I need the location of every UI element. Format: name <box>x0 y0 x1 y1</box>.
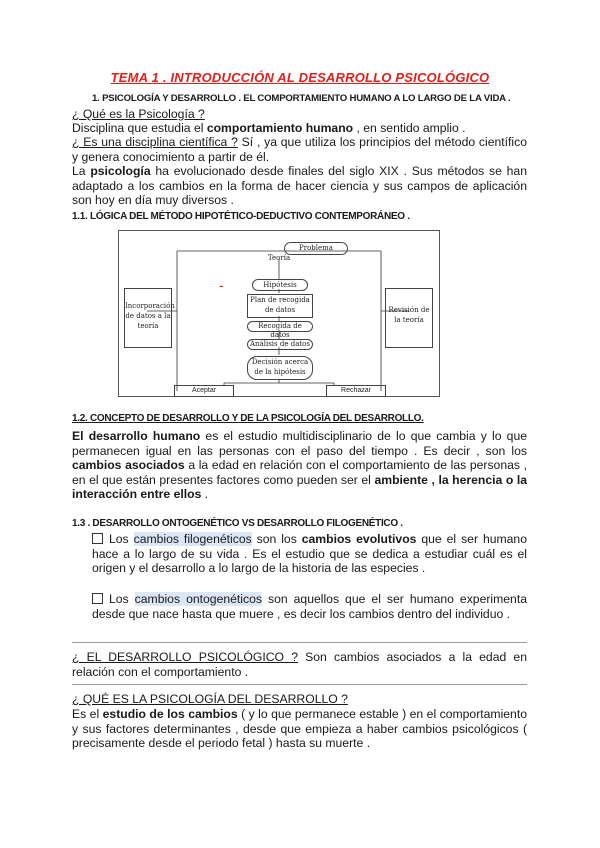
list-item-filogeneticos: Los cambios filogenéticos son los cambios evolutivos que el ser humano hace a lo largo de su vida . Es el estudio que se dedica a estudiar cuál es el origen y el desarrollo a lo largo de la historia de las especies . <box>92 532 527 575</box>
paragraph-evolucion: La psicología ha evolucionado desde finales del siglo XIX . Sus métodos se han adaptado a los cambios en la forma de hacer ciencia y sus campos de aplicación son hoy en día muy diversos . <box>72 164 527 207</box>
diagram-plan: Plan de recogida de datos <box>247 294 313 318</box>
diagram-problema: Problema <box>284 242 348 255</box>
section-heading-1-2: 1.2. CONCEPTO DE DESARROLLO Y DE LA PSICOLOGÍA DEL DESARROLLO. <box>72 413 424 424</box>
page-title: TEMA 1 . INTRODUCCIÓN AL DESARROLLO PSICOLÓGICO <box>110 70 490 85</box>
paragraph-desarrollo-psicologico: ¿ EL DESARROLLO PSICOLÓGICO ? Son cambios asociados a la edad en relación con el comportamiento . <box>72 650 527 679</box>
diagram-decision: Decisión acerca de la hipótesis <box>247 356 313 380</box>
paragraph-psicologia-desarrollo: Es el estudio de los cambios ( y lo que permanece estable ) en el comportamiento y sus factores determinantes , desde que empieza a haber cambios psicológicos ( precisamente desde el periodo fetal ) hasta su muerte . <box>72 707 527 750</box>
question-psicologia-desarrollo: ¿ QUÉ ES LA PSICOLOGÍA DEL DESARROLLO ? <box>72 692 348 706</box>
answer-psicologia: Disciplina que estudia el comportamiento humano , en sentido amplio . <box>72 121 466 135</box>
diagram-incorporacion: Incorporación de datos a la teoría <box>124 288 172 348</box>
section-heading-1: 1. PSICOLOGÍA Y DESARROLLO . EL COMPORTAMIENTO HUMANO A LO LARGO DE LA VIDA . <box>92 93 511 104</box>
svg-text:-: - <box>219 277 224 293</box>
diagram-teoria: Teoría <box>267 254 291 262</box>
paragraph-cientifica: ¿ Es una disciplina científica ? Sí , ya que utiliza los principios del método científico y genera conocimiento a partir de él. <box>72 135 527 164</box>
diagram-hipotesis: Hipótesis <box>252 279 308 291</box>
diagram-revision: Revisión de la teoría <box>385 288 433 348</box>
diagram-rechazar: Rechazar <box>326 385 386 397</box>
checkbox-icon <box>92 593 103 604</box>
section-heading-1-3: 1.3 . DESARROLLO ONTOGENÉTICO VS DESARROLLO FILOGENÉTICO . <box>72 518 403 529</box>
paragraph-desarrollo-humano: El desarrollo humano es el estudio multidisciplinario de lo que cambia y lo que permanecen igual en las personas con el paso del tiempo . Es decir , son los cambios asociados a la edad en relación con el comportamiento de las personas , en el que están presentes factores como pueden ser el ambiente , la herencia o la interacción entre ellos . <box>72 429 528 501</box>
method-diagram <box>118 230 440 397</box>
divider <box>72 684 527 685</box>
diagram-aceptar: Aceptar <box>174 385 234 397</box>
list-item-ontogeneticos: Los cambios ontogenéticos son aquellos que el ser humano experimenta desde que nace hasta que muere , es decir los cambios dentro del individuo . <box>92 592 527 621</box>
question-que-es-psicologia: ¿ Qué es la Psicología ? <box>72 107 205 121</box>
diagram-analisis: Análisis de datos <box>247 339 313 350</box>
divider <box>72 642 527 643</box>
section-heading-1-1: 1.1. LÓGICA DEL MÉTODO HIPOTÉTICO-DEDUCTIVO CONTEMPORÁNEO . <box>72 211 410 222</box>
diagram-recogida: Recogida de datos <box>247 321 313 332</box>
checkbox-icon <box>92 533 103 544</box>
